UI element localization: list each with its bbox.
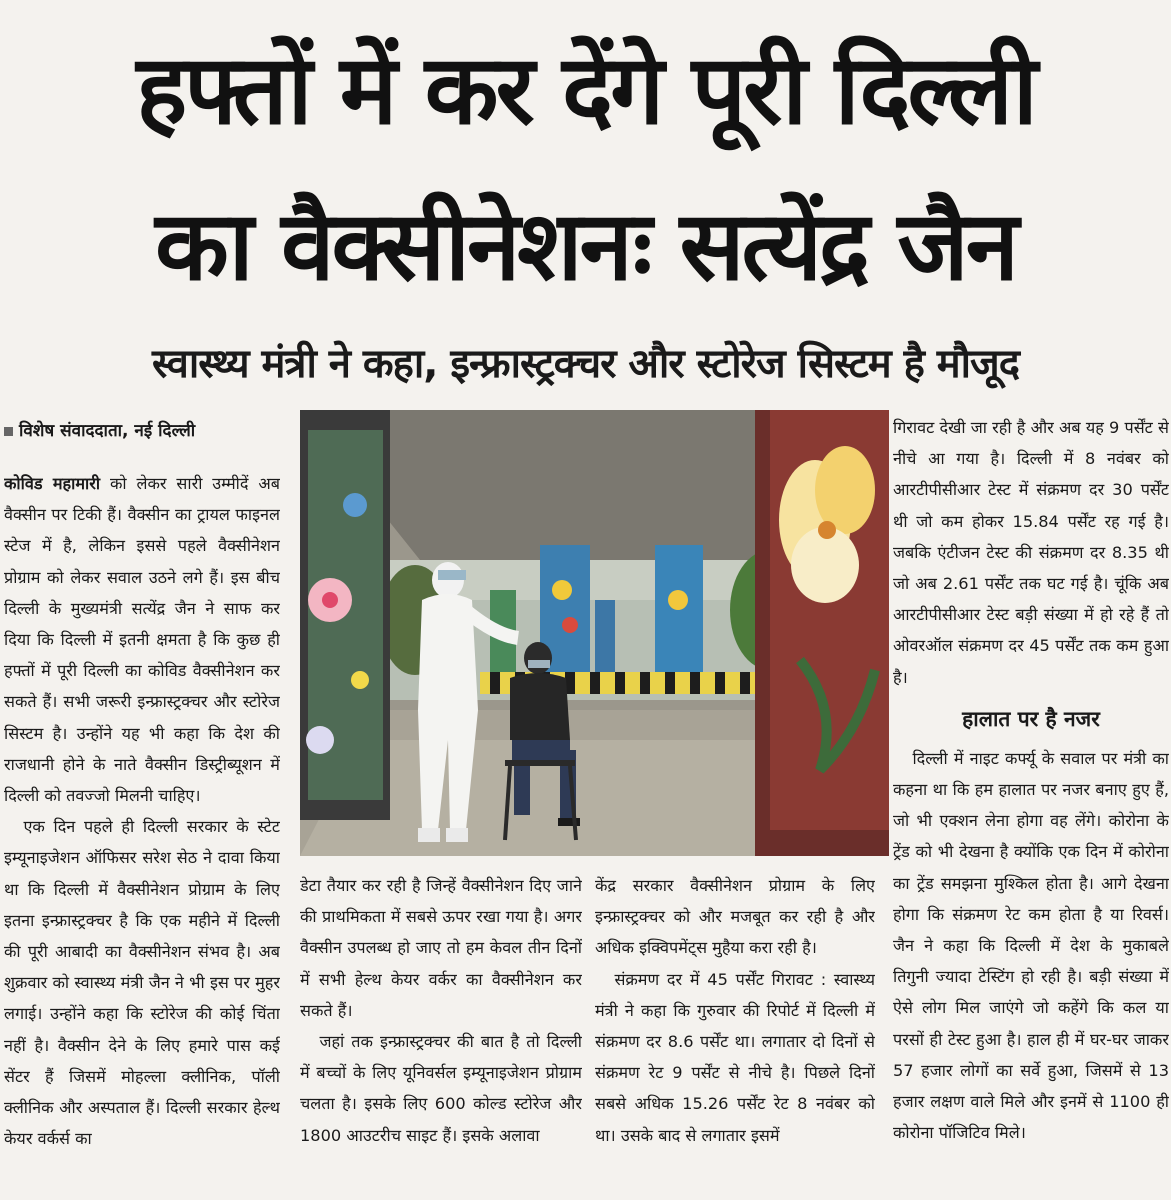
byline — [4, 418, 284, 441]
article-column-3 — [595, 870, 875, 1200]
headline-line-2: का वैक्सीनेशनः सत्येंद्र जैन — [155, 190, 1016, 302]
col1-paragraph-1 — [4, 468, 280, 811]
col2-paragraph-2: जहां तक इन्फ्रास्ट्रक्चर की बात है तो दिल्ली में बच्चों के लिए यूनिवर्सल इम्यूनाइजेशन प्रोग्राम चलता है। इसके लिए 600 कोल्ड स्टोरेज और 1800 आउटरीच साइट हैं। इसके अलावा — [300, 1032, 582, 1145]
article-column-1 — [4, 468, 280, 1200]
byline-text: विशेष संवाददाता, नई दिल्ली — [19, 421, 196, 441]
covid-testing-photo — [300, 410, 889, 856]
col2-paragraph-1: डेटा तैयार कर रही है जिन्हें वैक्सीनेशन दिए जाने की प्राथमिकता में सबसे ऊपर रखा गया है। अगर वैक्सीन उपलब्ध हो जाए तो हम केवल तीन दिनों में सभी हेल्थ केयर वर्कर का वैक्सीनेशन कर सकते हैं। — [300, 876, 582, 1020]
col4-paragraph-2: दिल्ली में नाइट कर्फ्यू के सवाल पर मंत्री का कहना था कि हम हालात पर नजर बनाए हुए हैं, जो भी एक्शन लेना होगा वह लेंगे। कोरोना के ट्रेंड को भी देखना है क्योंकि एक दिन में कोरोना का ट्रेंड समझना मुश्किल होता है। आगे देखना होगा कि संक्रमण रेट कम होता है या रिवर्स। जैन ने कहा कि दिल्ली में देश के मुकाबले तिगुनी ज्यादा टेस्टिंग हो रही है। बड़ी संख्या में ऐसे लोग मिल जाएंगे जो कहेंगे कि कल या परसों ही टेस्ट हुआ है। हाल ही में घर-घर जाकर 57 हजार लोगों का सर्वे हुआ, जिसमें से 13 हजार लक्षण वाले मिले और इनमें से 1100 ही कोरोना पॉजिटिव मिले। — [893, 748, 1169, 1143]
col1-p1-text: को लेकर सारी उम्मीदें अब वैक्सीन पर टिकी हैं। वैक्सीन का ट्रायल फाइनल स्टेज में है, लेकिन इससे पहले वैक्सीनेशन प्रोग्राम को लेकर सवाल उठने लगे हैं। इस बीच दिल्ली के मुख्यमंत्री सत्येंद्र जैन ने साफ कर दिया कि दिल्ली में इतनी क्षमता है कि कुछ ही हफ्तों में पूरी दिल्ली का कोविड वैक्सीनेशन कर सकते हैं। सभी जरूरी इन्फ्रास्ट्रक्चर और स्टोरेज सिस्टम है। उन्होंने यह भी कहा कि देश की राजधानी होने के नाते वैक्सीन डिस्ट्रीब्यूशन में दिल्ली को तवज्जो मिलनी चाहिए। — [4, 474, 280, 806]
lead-in: कोविड महामारी — [4, 474, 101, 493]
headline-line-1: हफ्तों में कर देंगे पूरी दिल्ली — [136, 34, 1035, 146]
article-column-4 — [893, 412, 1169, 1200]
col1-paragraph-2: एक दिन पहले ही दिल्ली सरकार के स्टेट इम्यूनाइजेशन ऑफिसर सरेश सेठ ने दावा किया था कि दिल्ली में वैक्सीनेशन प्रोग्राम के लिए इतना इन्फ्रास्ट्रक्चर है कि एक महीने में दिल्ली की पूरी आबादी का वैक्सीनेशन संभव है। अब शुक्रवार को स्वास्थ्य मंत्री जैन ने भी इस पर मुहर लगाई। उन्होंने कहा कि स्टोरेज की कोई चिंता नहीं है। वैक्सीन देने के लिए हमारे पास कई सेंटर हैं जिसमें मोहल्ला क्लीनिक, पॉली क्लीनिक और अस्पताल हैं। दिल्ली सरकार हेल्थ केयर वर्कर्स का — [4, 817, 280, 1149]
subheadline: स्वास्थ्य मंत्री ने कहा, इन्फ्रास्ट्रक्चर और स्टोरेज सिस्टम है मौजूद — [152, 341, 1019, 387]
col3-paragraph-2: संक्रमण दर में 45 पर्सेंट गिरावट : स्वास्थ्य मंत्री ने कहा कि गुरुवार की रिपोर्ट में दिल्ली में संक्रमण दर 8.6 पर्सेंट था। लगातार दो दिनों से संक्रमण रेट 9 पर्सेंट से नीचे है। पिछले दिनों सबसे अधिक 15.26 पर्सेंट रेट 8 नवंबर को था। उसके बाद से लगातार इसमें — [595, 969, 875, 1145]
bullet-square-icon — [4, 427, 13, 436]
col4-paragraph-1: गिरावट देखी जा रही है और अब यह 9 पर्सेंट से नीचे आ गया है। दिल्ली में 8 नवंबर को आरटीपीसीआर टेस्ट में संक्रमण दर 30 पर्सेंट थी जो कम होकर 15.84 पर्सेंट रह गई है। जबकि एंटीजन टेस्ट की संक्रमण दर 8.35 थी जो अब 2.61 पर्सेंट तक घट गई है। चूंकि अब आरटीपीसीआर टेस्ट बड़ी संख्या में हो रहे हैं तो ओवरऑल संक्रमण दर 45 पर्सेंट तक कम हुआ है। — [893, 418, 1169, 687]
article-column-2 — [300, 870, 582, 1200]
col3-paragraph-1: केंद्र सरकार वैक्सीनेशन प्रोग्राम के लिए इन्फ्रास्ट्रक्चर को और मजबूत कर रही है और अधिक इक्विपमेंट्स मुहैया करा रही है। — [595, 876, 875, 958]
section-subheading: हालात पर है नजर — [962, 706, 1100, 731]
article-photo — [300, 410, 889, 856]
